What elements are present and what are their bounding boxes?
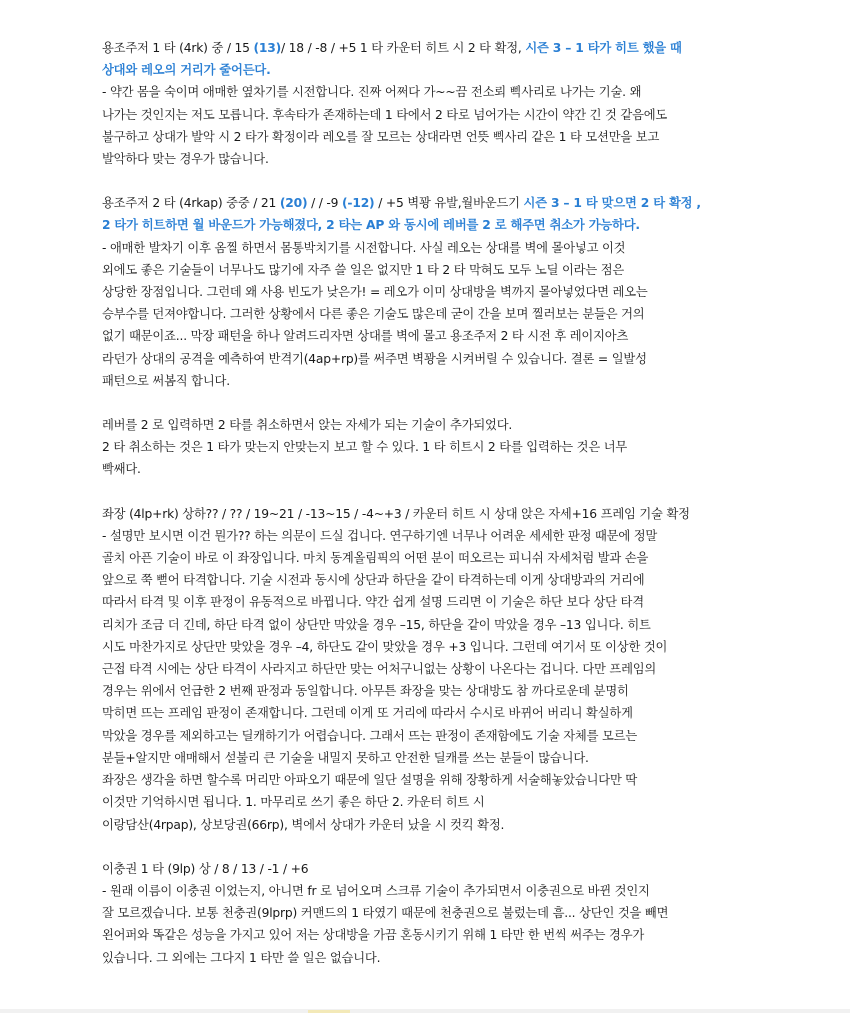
body-text: 2 타 취소하는 것은 1 타가 맞는지 안맞는지 보고 할 수 있다. 1 타 히트시 2 타를 입력하는 것은 너무: [102, 440, 628, 455]
text-line: [102, 680, 750, 702]
body-text: 막았을 경우를 제외하고는 딜캐하기가 어렵습니다. 그래서 뜨는 판정이 존재함에도 기술 자체를 모르는: [102, 728, 638, 743]
highlight-text: (13): [253, 41, 282, 55]
text-line: [102, 636, 750, 658]
body-text: 앞으로 쭉 뻗어 타격합니다. 기술 시전과 동시에 상단과 하단을 같이 타격하는데 이게 상대방과의 거리에: [102, 573, 645, 588]
paragraph: [102, 414, 750, 481]
text-line: [102, 924, 750, 946]
text-line: [102, 325, 750, 347]
body-text: / +5 벽꽝 유발,월바운드기: [374, 196, 524, 211]
text-line: [102, 591, 750, 613]
body-text: 빡쌔다.: [102, 462, 141, 477]
text-line: [102, 747, 750, 769]
body-text: 시도 마찬가지로 상단만 맞았을 경우 –4, 하단도 같이 맞았을 경우 +3 입니다. 그런데 여기서 또 이상한 것이: [102, 639, 668, 654]
text-line: [102, 126, 750, 148]
text-line: [102, 858, 750, 880]
body-text: 좌장 (4lp+rk) 상하?? / ?? / 19~21 / -13~15 / -4~+3 / 카운터 히트 시 상대 앉은 자세+16 프레임 기술 확정: [102, 506, 690, 521]
text-line: [102, 237, 750, 259]
body-text: - 설명만 보시면 이건 뭔가?? 하는 의문이 드실 겁니다. 연구하기엔 너무나 어려운 세세한 판정 때문에 정말: [102, 528, 658, 543]
text-line: [102, 37, 750, 59]
body-text: 상당한 장점입니다. 그런데 왜 사용 빈도가 낮은가! = 레오가 이미 상대방을 벽까지 몰아넣었다면 레오는: [102, 285, 648, 300]
text-line: [102, 814, 750, 836]
body-text: 이랑담산(4rpap), 상보당권(66rp), 벽에서 상대가 카운터 났을 시 컷킥 확정.: [102, 817, 505, 832]
text-line: [102, 614, 750, 636]
text-line: [102, 192, 750, 214]
body-text: 막히면 뜨는 프레임 판정이 존재합니다. 그런데 이게 또 거리에 따라서 수시로 바뀌어 버리니 확실하게: [102, 706, 633, 721]
paragraph: [102, 858, 750, 969]
text-line: [102, 259, 750, 281]
body-text: 승부수를 던져야합니다. 그러한 상황에서 다른 좋은 기술도 많은데 굳이 간을 보며 찔러보는 분들은 거의: [102, 307, 645, 322]
highlight-text: 상대와 레오의 거리가 줄어든다.: [102, 63, 271, 78]
text-line: [102, 725, 750, 747]
body-text: - 약간 몸을 숙이며 애매한 옆차기를 시전합니다. 진짜 어쩌다 가~~끔 전소뢰 삑사리로 나가는 기술. 왜: [102, 85, 642, 100]
body-text: 없기 때문이죠... 막장 패턴을 하나 알려드리자면 상대를 벽에 몰고 용조주저 2 타 시전 후 레이지아츠: [102, 329, 629, 344]
text-line: [102, 769, 750, 791]
body-text: 잘 모르겠습니다. 보통 천충권(9lprp) 커맨드의 1 타였기 때문에 천충권으로 불렀는데 흠... 상단인 것을 빼면: [102, 906, 669, 921]
highlight-text: (-12): [342, 196, 375, 211]
text-line: [102, 702, 750, 724]
body-text: 불구하고 상대가 발악 시 2 타가 확정이라 레오를 잘 모르는 상대라면 언뜻 삑사리 같은 1 타 모션만을 보고: [102, 129, 660, 144]
body-text: 왼어퍼와 똑같은 성능을 가지고 있어 저는 상대방을 가끔 혼동시키기 위해 1 타만 한 번씩 써주는 경우가: [102, 928, 645, 943]
body-text: 용조주저 1 타 (4rk) 중 / 15: [102, 41, 254, 55]
body-text: 외에도 좋은 기술들이 너무나도 많기에 자주 쓸 일은 없지만 1 타 2 타 막혀도 모두 노딜 이라는 점은: [102, 262, 625, 277]
body-text: - 애매한 발차기 이후 옴찔 하면서 몸통박치기를 시전합니다. 사실 레오는 상대를 벽에 몰아넣고 이것: [102, 240, 626, 255]
body-text: 용조주저 2 타 (4rkap) 중중 / 21: [102, 196, 280, 211]
text-line: [102, 569, 750, 591]
paragraph: [102, 503, 750, 836]
text-line: [102, 348, 750, 370]
text-line: [102, 547, 750, 569]
paragraph: [102, 192, 750, 392]
highlight-text: (20): [279, 196, 308, 211]
text-line: [102, 303, 750, 325]
highlight-text: 시즌 3 – 1 타 맞으면 2 타 확정 ,: [523, 196, 701, 211]
text-line: [102, 281, 750, 303]
body-text: / 18 / -8 / +5 1 타 카운터 히트 시 2 타 확정,: [281, 41, 526, 55]
body-text: 근접 타격 시에는 상단 타격이 사라지고 하단만 맞는 어처구니없는 상황이 나온다는 겁니다. 다만 프레임의: [102, 662, 657, 677]
text-line: [102, 148, 750, 170]
body-text: 분들+알지만 애매해서 섣불리 큰 기술을 내밀지 못하고 안전한 딜캐를 쓰는 분들이 많습니다.: [102, 750, 589, 765]
document-body: [102, 37, 750, 991]
text-line: [102, 503, 750, 525]
page-bottom-edge: [0, 1009, 850, 1013]
body-text: 나가는 것인지는 저도 모릅니다. 후속타가 존재하는데 1 타에서 2 타로 넘어가는 시간이 약간 긴 것 같음에도: [102, 107, 668, 122]
text-line: [102, 880, 750, 902]
text-line: [102, 414, 750, 436]
text-line: [102, 59, 750, 81]
body-text: 이것만 기억하시면 됩니다. 1. 마무리로 쓰기 좋은 하단 2. 카운터 히트 시: [102, 795, 485, 810]
body-text: 이충권 1 타 (9lp) 상 / 8 / 13 / -1 / +6: [102, 861, 309, 876]
body-text: 좌장은 생각을 하면 할수록 머리만 아파오기 때문에 일단 설명을 위해 장황하게 서술해놓았습니다만 딱: [102, 773, 638, 788]
text-line: [102, 525, 750, 547]
body-text: 경우는 위에서 언급한 2 번째 판정과 동일합니다. 아무튼 좌장을 맞는 상대방도 참 까다로운데 분명히: [102, 684, 629, 699]
text-line: [102, 214, 750, 236]
body-text: - 원래 이름이 이충권 이었는지, 아니면 fr 로 넘어오며 스크류 기술이 추가되면서 이충권으로 바뀐 것인지: [102, 883, 650, 898]
paragraph: [102, 37, 750, 170]
highlight-text: 시즌 3 – 1 타가 히트 했을 때: [525, 41, 682, 55]
body-text: 라던가 상대의 공격을 예측하여 반격기(4ap+rp)를 써주면 벽꽝을 시켜버릴 수 있습니다. 결론 = 일발성: [102, 351, 647, 366]
body-text: 발악하다 맞는 경우가 많습니다.: [102, 152, 269, 167]
text-line: [102, 791, 750, 813]
highlight-text: 2 타가 히트하면 월 바운드가 가능해졌다, 2 타는 AP 와 동시에 레버를 2 로 해주면 취소가 가능하다.: [102, 218, 640, 233]
body-text: 있습니다. 그 외에는 그다지 1 타만 쓸 일은 없습니다.: [102, 950, 381, 965]
text-line: [102, 658, 750, 680]
body-text: 리치가 조금 더 긴데, 하단 타격 없이 상단만 막았을 경우 –15, 하단을 같이 막았을 경우 –13 입니다. 히트: [102, 617, 651, 632]
text-line: [102, 947, 750, 969]
body-text: 골치 아픈 기술이 바로 이 좌장입니다. 마치 동계올림픽의 어떤 분이 떠오르는 피니쉬 자세처럼 발과 손을: [102, 551, 649, 566]
text-line: [102, 104, 750, 126]
text-line: [102, 370, 750, 392]
body-text: / / -9: [307, 196, 343, 211]
text-line: [102, 458, 750, 480]
body-text: 레버를 2 로 입력하면 2 타를 취소하면서 앉는 자세가 되는 기술이 추가되었다.: [102, 418, 513, 433]
text-line: [102, 81, 750, 103]
text-line: [102, 902, 750, 924]
body-text: 따라서 타격 및 이후 판정이 유동적으로 바뀝니다. 약간 쉽게 설명 드리면 이 기술은 하단 보다 상단 타격: [102, 595, 644, 610]
body-text: 패턴으로 써봄직 합니다.: [102, 373, 230, 388]
text-line: [102, 436, 750, 458]
